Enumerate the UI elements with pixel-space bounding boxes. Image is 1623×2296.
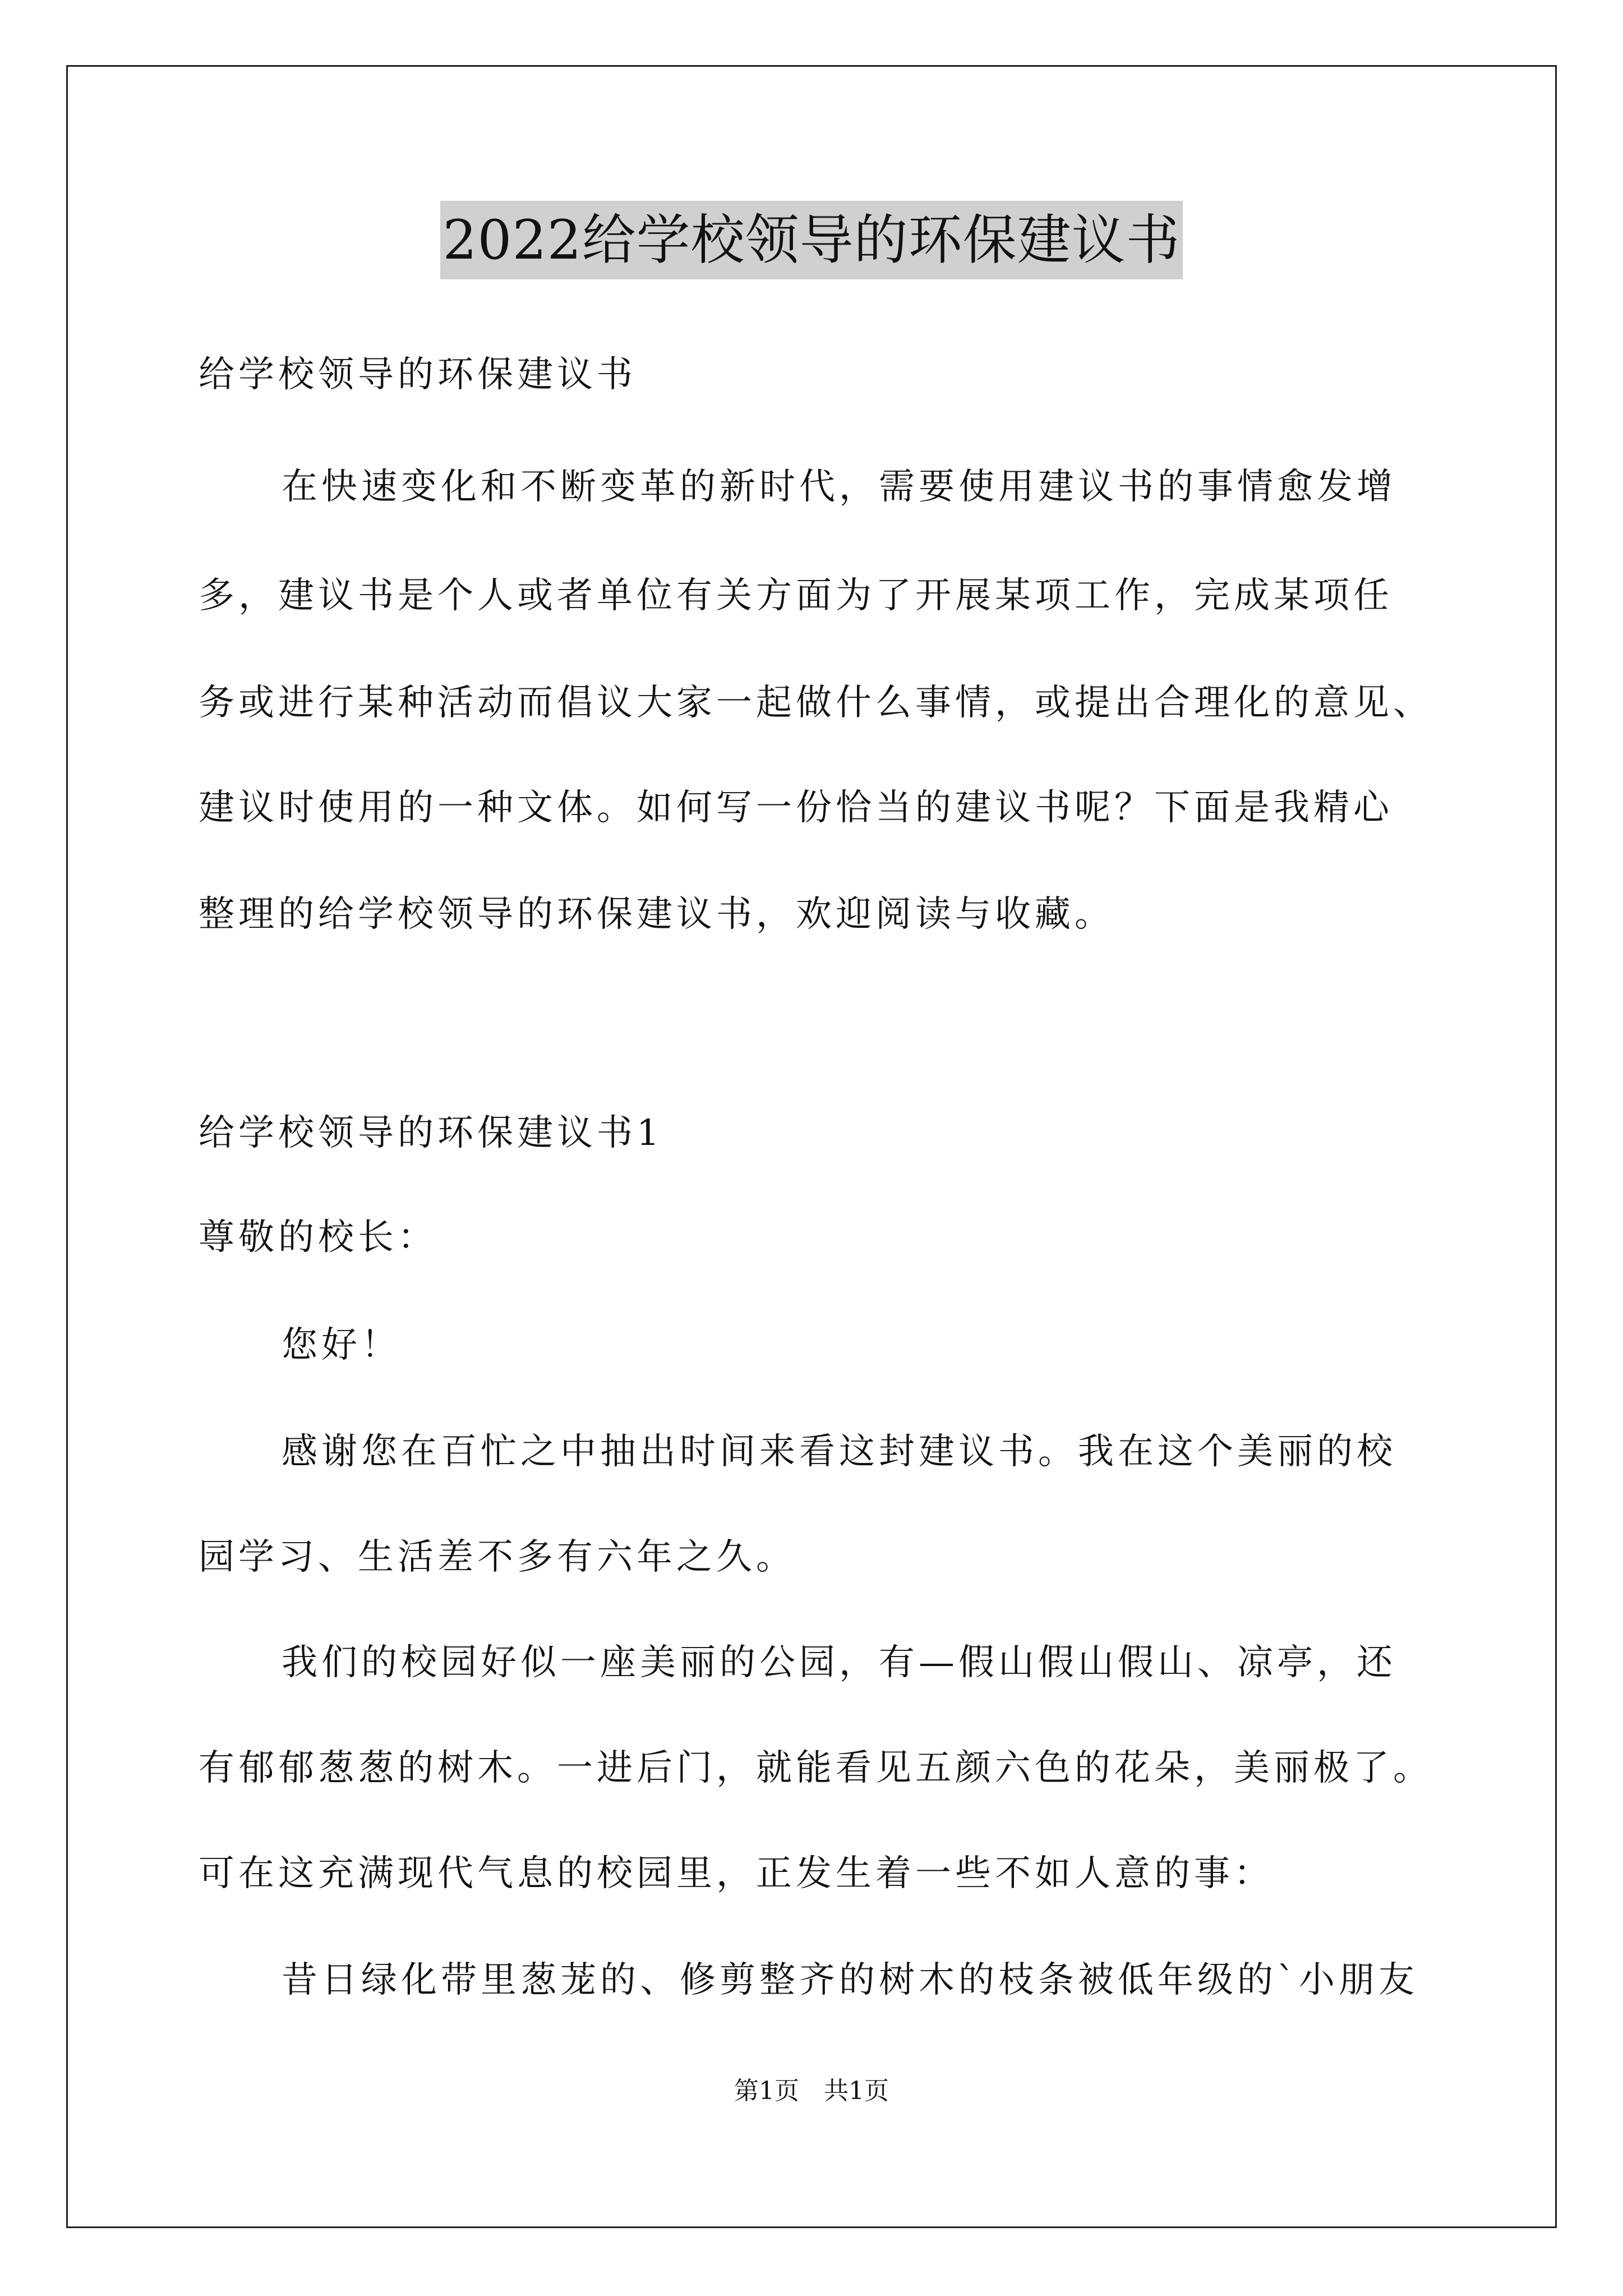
body-line-6: 昔日绿化带里葱茏的、修剪整齐的树木的枝条被低年级的`小朋友 — [282, 1959, 1418, 2001]
title-wrap — [0, 201, 1623, 279]
page-footer: 第1页 共1页 — [734, 2077, 889, 2105]
document-title: 2022给学校领导的环保建议书 — [440, 201, 1182, 279]
intro-line-5: 整理的给学校领导的环保建议书，欢迎阅读与收藏。 — [199, 894, 1114, 935]
body-line-2: 园学习、生活差不多有六年之久。 — [199, 1536, 796, 1578]
salutation: 尊敬的校长： — [199, 1217, 437, 1258]
intro-line-2: 多，建议书是个人或者单位有关方面为了开展某项工作，完成某项任 — [199, 575, 1393, 616]
intro-line-4: 建议时使用的一种文体。如何写一份恰当的建议书呢？下面是我精心 — [199, 787, 1393, 829]
intro-line-3: 务或进行某种活动而倡议大家一起做什么事情，或提出合理化的意见、 — [199, 682, 1433, 724]
body-line-4: 有郁郁葱葱的树木。一进后门，就能看见五颜六色的花朵，美丽极了。 — [199, 1747, 1433, 1789]
body-line-1: 感谢您在百忙之中抽出时间来看这封建议书。我在这个美丽的校 — [282, 1431, 1396, 1473]
greeting: 您好！ — [282, 1324, 401, 1366]
body-line-3: 我们的校园好似一座美丽的公园，有—假山假山假山、凉亭，还 — [282, 1642, 1396, 1683]
subtitle-line: 给学校领导的环保建议书 — [199, 354, 637, 395]
intro-line-1: 在快速变化和不断变革的新时代，需要使用建议书的事情愈发增 — [282, 466, 1396, 508]
body-line-5: 可在这充满现代气息的校园里，正发生着一些不如人意的事： — [199, 1853, 1274, 1894]
section-heading: 给学校领导的环保建议书1 — [199, 1112, 663, 1154]
